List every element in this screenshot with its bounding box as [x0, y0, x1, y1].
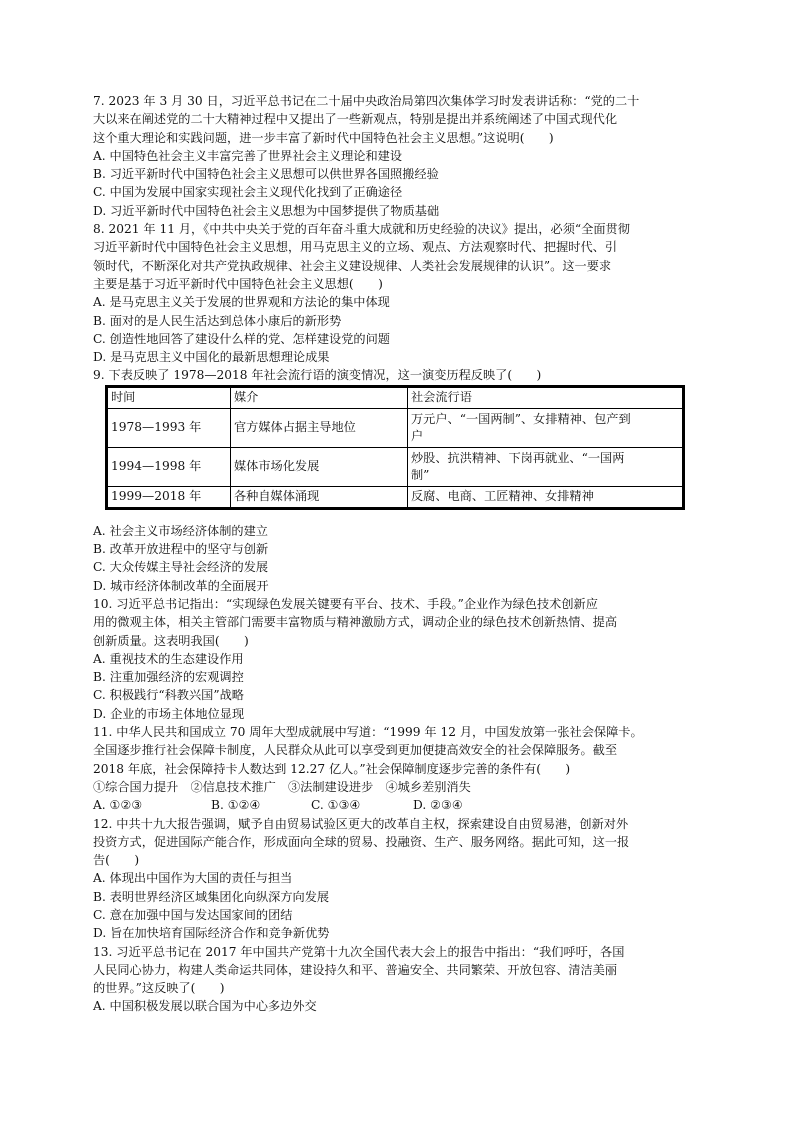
question-8 [93, 220, 703, 366]
option-d: D. 是马克思主义中国化的最新思想理论成果 [93, 350, 330, 365]
question-stem-line: 全国逐步推行社会保障卡制度，人民群众从此可以享受到更加便捷高效安全的社会保障服务。截至 [93, 743, 618, 758]
option-c: C. 中国为发展中国家实现社会主义现代化找到了正确途径 [93, 185, 403, 200]
popular-words-table [105, 385, 685, 510]
table-row [107, 486, 684, 508]
question-stem-line: 的世界。”这反映了( ) [93, 981, 225, 996]
question-9 [93, 366, 703, 594]
question-stem-line: 告( ) [93, 853, 140, 868]
option-a: A. 中国积极发展以联合国为中心多边外交 [93, 999, 317, 1014]
cell-words-line: 户 [411, 428, 424, 443]
cell-words [408, 408, 684, 447]
option-c: C. 积极践行“科教兴国”战略 [93, 688, 244, 703]
question-stem-line: 主要是基于习近平新时代中国特色社会主义思想( ) [93, 276, 383, 291]
option-a: A. 中国特色社会主义丰富完善了世界社会主义理论和建设 [93, 148, 403, 163]
option-d: D. 习近平新时代中国特色社会主义思想为中国梦提供了物质基础 [93, 203, 440, 218]
cell-time: 1994—1998 年 [107, 447, 231, 486]
question-stem-line: 投资方式，促进国际产能合作，形成面向全球的贸易、投融资、生产、服务网络。据此可知，这一报 [93, 834, 630, 849]
question-stem-line: 13. 习近平总书记在 2017 年中国共产党第十九次全国代表大会上的报告中指出：“我们呼吁，各国 [93, 944, 625, 959]
header-time: 时间 [107, 386, 231, 408]
option-b: B. 习近平新时代中国特色社会主义思想可以供世界各国照搬经验 [93, 167, 439, 182]
table-row [107, 447, 684, 486]
question-10 [93, 595, 703, 723]
option-c: C. 创造性地回答了建设什么样的党、怎样建设党的问题 [93, 331, 390, 346]
option-d: D. 城市经济体制改革的全面展开 [93, 578, 269, 593]
question-stem-line: 人民同心协力，构建人类命运共同体，建设持久和平、普遍安全、共同繁荣、开放包容、清洁美丽 [93, 962, 618, 977]
question-stem-line: 领时代，不断深化对共产党执政规律、社会主义建设规律、人类社会发展规律的认识”。这一要求 [93, 258, 612, 273]
option-a: A. ①②③ [93, 798, 143, 813]
header-words: 社会流行语 [408, 386, 684, 408]
option-b: B. 表明世界经济区域集团化向纵深方向发展 [93, 889, 330, 904]
table-row [107, 408, 684, 447]
question-13 [93, 943, 703, 1016]
option-c: C. 意在加强中国与发达国家间的团结 [93, 907, 293, 922]
option-c: C. ①③④ [311, 798, 361, 813]
question-12 [93, 815, 703, 943]
cell-words: 反腐、电商、工匠精神、女排精神 [408, 486, 684, 508]
cell-media: 媒体市场化发展 [231, 447, 408, 486]
option-a: A. 重视技术的生态建设作用 [93, 651, 244, 666]
cell-words-line: 炒股、抗洪精神、下岗再就业、“一国两 [411, 450, 625, 465]
exam-page [93, 92, 703, 1016]
question-stem-line: 用的微观主体，相关主管部门需要丰富物质与精神激励方式，调动企业的绿色技术创新热情、提高 [93, 615, 618, 630]
cell-words [408, 447, 684, 486]
option-d: D. ②③④ [413, 798, 463, 813]
cell-media: 官方媒体占据主导地位 [231, 408, 408, 447]
question-stem-line: 10. 习近平总书记指出：“实现绿色发展关键要有平台、技术、手段。”企业作为绿色技术创新应 [93, 596, 598, 611]
question-stem-line: 创新质量。这表明我国( ) [93, 633, 249, 648]
option-a: A. 体现出中国作为大国的责任与担当 [93, 871, 293, 886]
cell-words-line: 制” [411, 467, 430, 482]
numbered-items: ①综合国力提升 ②信息技术推广 ③法制建设进步 ④城乡差别消失 [93, 779, 471, 794]
question-stem-line: 大以来在阐述党的二十大精神过程中又提出了一些新观点，特别是提出并系统阐述了中国式现代化 [93, 112, 618, 127]
table-header-row [107, 386, 684, 408]
question-stem-line: 12. 中共十九大报告强调，赋予自由贸易试验区更大的改革自主权，探索建设自由贸易港，创新对外 [93, 816, 629, 831]
cell-time: 1999—2018 年 [107, 486, 231, 508]
option-b: B. 面对的是人民生活达到总体小康后的新形势 [93, 313, 342, 328]
question-11 [93, 723, 703, 814]
question-stem-line: 11. 中华人民共和国成立 70 周年大型成就展中写道：“1999 年 12 月，中国发放第一张社会保障卡。 [93, 725, 643, 740]
option-a: A. 社会主义市场经济体制的建立 [93, 523, 268, 538]
option-d: D. 企业的市场主体地位显现 [93, 706, 245, 721]
question-stem-line: 9. 下表反映了 1978—2018 年社会流行语的演变情况，这一演变历程反映了( ) [93, 368, 542, 383]
cell-words-line: 万元户、“一国两制”、女排精神、包产到 [411, 411, 631, 426]
question-stem-line: 习近平新时代中国特色社会主义思想，用马克思主义的立场、观点、方法观察时代、把握时代、引 [93, 240, 618, 255]
cell-media: 各种自媒体涌现 [231, 486, 408, 508]
options-row [93, 796, 703, 814]
option-d: D. 旨在加快培育国际经济合作和竞争新优势 [93, 926, 330, 941]
question-stem-line: 这个重大理论和实践问题，进一步丰富了新时代中国特色社会主义思想。”这说明( ) [93, 130, 554, 145]
option-b: B. 注重加强经济的宏观调控 [93, 670, 244, 685]
question-7 [93, 92, 703, 220]
option-a: A. 是马克思主义关于发展的世界观和方法论的集中体现 [93, 295, 390, 310]
question-stem-line: 8. 2021 年 11 月，《中共中央关于党的百年奋斗重大成就和历史经验的决议》提出，必须“全面贯彻 [93, 222, 630, 237]
option-c: C. 大众传媒主导社会经济的发展 [93, 560, 269, 575]
header-media: 媒介 [231, 386, 408, 408]
option-b: B. 改革开放进程中的坚守与创新 [93, 542, 269, 557]
option-b: B. ①②④ [211, 798, 261, 813]
question-stem-line: 7. 2023 年 3 月 30 日，习近平总书记在二十届中央政治局第四次集体学习时发表讲话称：“党的二十 [93, 94, 640, 108]
cell-time: 1978—1993 年 [107, 408, 231, 447]
question-stem-line: 2018 年底，社会保障持卡人数达到 12.27 亿人。”社会保障制度逐步完善的条件有( ) [93, 761, 571, 776]
